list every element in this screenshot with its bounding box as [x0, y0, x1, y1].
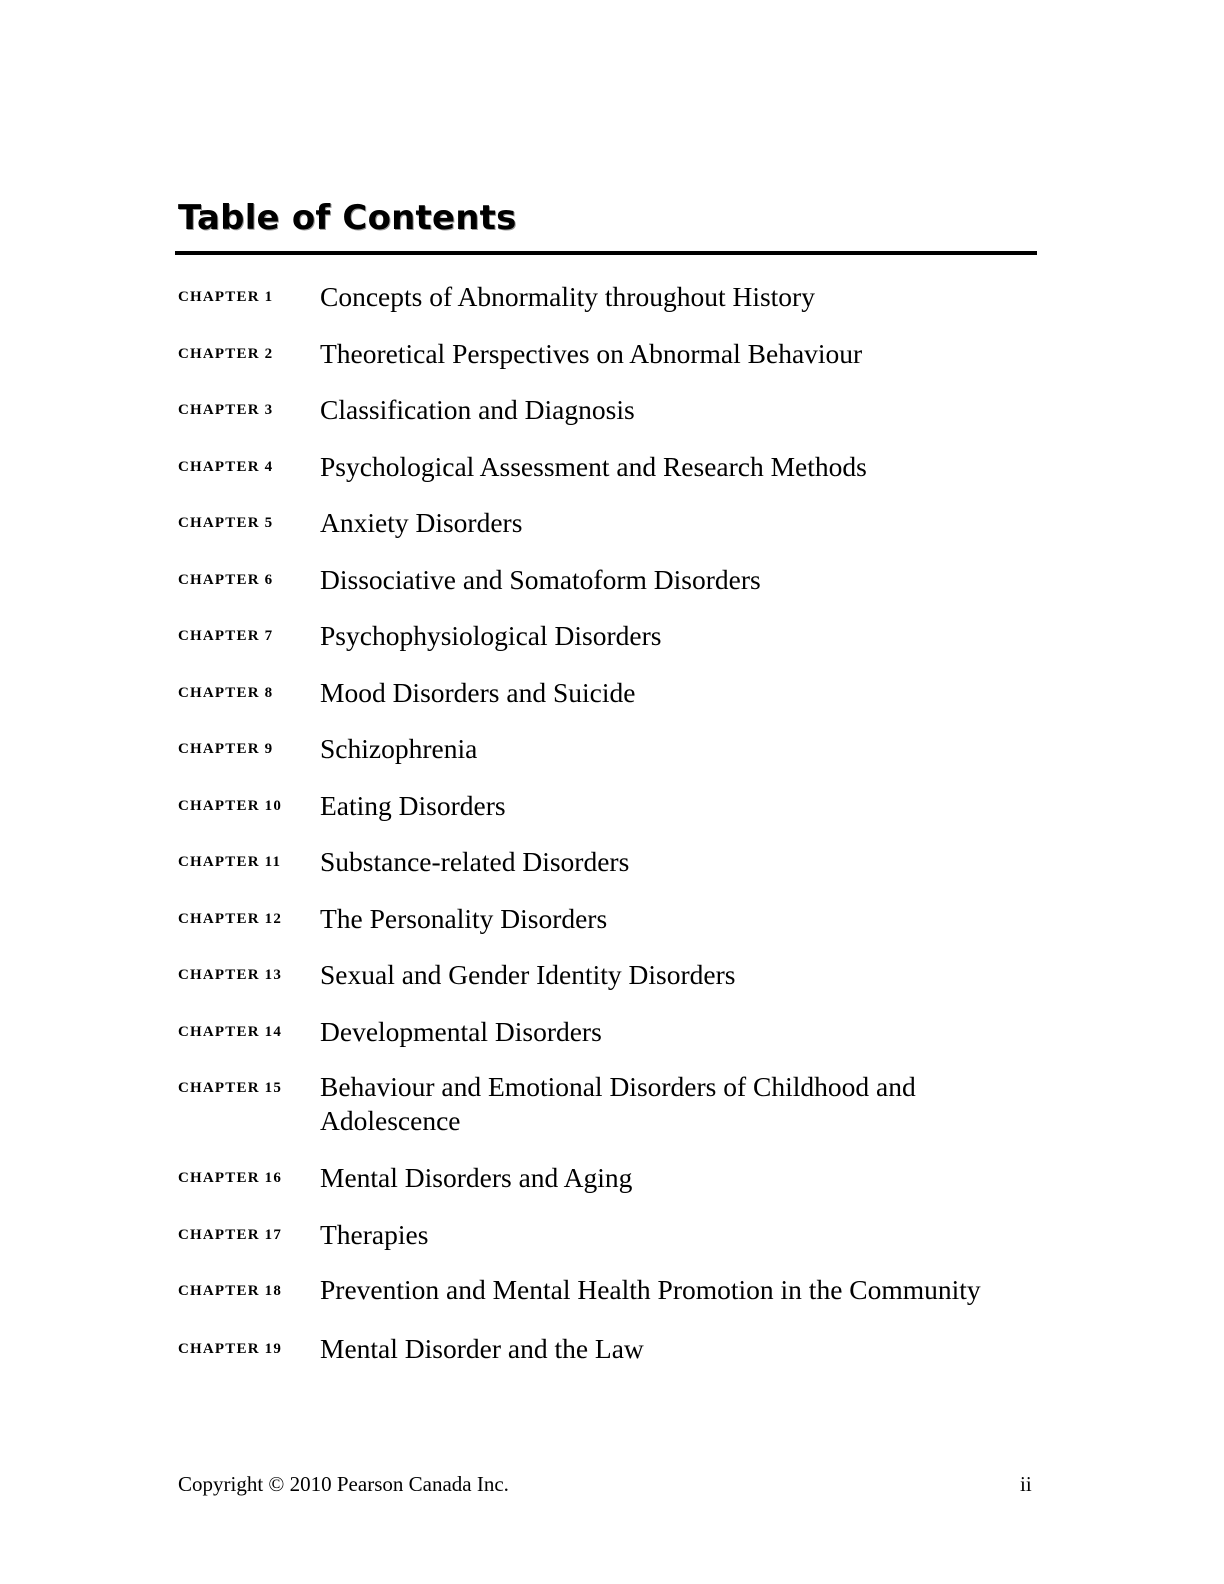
chapter-title[interactable]: Substance-related Disorders — [320, 846, 630, 877]
chapter-title[interactable]: Mental Disorder and the Law — [320, 1333, 644, 1364]
chapter-label: CHAPTER 19 — [178, 1341, 283, 1357]
chapter-title[interactable]: Schizophrenia — [320, 733, 478, 764]
chapter-label: CHAPTER 6 — [178, 571, 274, 588]
chapter-title[interactable]: Sexual and Gender Identity Disorders — [320, 959, 736, 990]
toc-entry[interactable] — [178, 449, 1038, 485]
chapter-title[interactable]: Classification and Diagnosis — [320, 394, 635, 425]
chapter-label: CHAPTER 8 — [178, 684, 274, 701]
toc-entry[interactable] — [178, 1014, 1038, 1050]
chapter-title[interactable]: Mood Disorders and Suicide — [320, 676, 636, 708]
chapter-title[interactable]: Prevention and Mental Health Promotion in the Community — [320, 1274, 981, 1305]
toc-entry[interactable] — [178, 844, 1038, 880]
chapter-label: CHAPTER 3 — [178, 402, 274, 418]
chapter-title[interactable]: Dissociative and Somatoform Disorders — [320, 563, 761, 595]
toc-entry[interactable] — [178, 505, 1038, 541]
page-title: Table of Contents — [178, 198, 517, 238]
toc-entry[interactable] — [178, 675, 1038, 711]
chapter-title[interactable]: Eating Disorders — [320, 789, 506, 821]
toc-entry[interactable] — [178, 279, 1038, 315]
chapter-title[interactable]: Theoretical Perspectives on Abnormal Behaviour — [320, 337, 863, 369]
chapter-label: CHAPTER 10 — [178, 797, 283, 814]
toc-entry[interactable] — [178, 618, 1038, 654]
chapter-title[interactable]: Psychological Assessment and Research Methods — [320, 450, 867, 482]
toc-entry[interactable] — [178, 392, 1038, 428]
chapter-label: CHAPTER 12 — [178, 910, 283, 927]
chapter-label: CHAPTER 9 — [178, 741, 274, 757]
table-of-contents — [178, 279, 1038, 1388]
toc-entry[interactable] — [178, 957, 1038, 993]
toc-entry[interactable] — [178, 1070, 1038, 1138]
chapter-label: CHAPTER 2 — [178, 345, 274, 362]
chapter-title[interactable]: Psychophysiological Disorders — [320, 620, 662, 651]
chapter-label: CHAPTER 17 — [178, 1226, 283, 1243]
footer-copyright: Copyright © 2010 Pearson Canada Inc. — [178, 1472, 509, 1496]
chapter-label: CHAPTER 16 — [178, 1170, 283, 1186]
page-number: ii — [1020, 1472, 1032, 1496]
toc-entry[interactable] — [178, 731, 1038, 767]
chapter-title[interactable]: Concepts of Abnormality throughout History — [320, 281, 815, 312]
toc-entry[interactable] — [178, 1217, 1038, 1253]
toc-entry[interactable] — [178, 1160, 1038, 1196]
chapter-title[interactable]: Therapies — [320, 1218, 429, 1250]
toc-entry[interactable] — [178, 336, 1038, 372]
chapter-label: CHAPTER 15 — [178, 1080, 283, 1096]
chapter-title[interactable]: Developmental Disorders — [320, 1015, 602, 1047]
toc-entry[interactable] — [178, 1273, 1038, 1309]
chapter-label: CHAPTER 4 — [178, 458, 274, 475]
chapter-label: CHAPTER 18 — [178, 1283, 283, 1299]
chapter-label: CHAPTER 5 — [178, 515, 274, 531]
chapter-title[interactable]: Mental Disorders and Aging — [320, 1162, 633, 1193]
title-divider — [175, 251, 1037, 255]
chapter-label: CHAPTER 13 — [178, 967, 283, 983]
chapter-title[interactable]: The Personality Disorders — [320, 902, 608, 934]
toc-entry[interactable] — [178, 788, 1038, 824]
chapter-label: CHAPTER 14 — [178, 1023, 283, 1040]
chapter-label: CHAPTER 11 — [178, 854, 282, 870]
toc-entry[interactable] — [178, 901, 1038, 937]
chapter-label: CHAPTER 1 — [178, 289, 274, 305]
toc-entry[interactable] — [178, 562, 1038, 598]
chapter-title[interactable]: Behaviour and Emotional Disorders of Childhood and Adolescence — [320, 1071, 916, 1136]
chapter-label: CHAPTER 7 — [178, 628, 274, 644]
toc-entry[interactable] — [178, 1331, 1038, 1367]
chapter-title[interactable]: Anxiety Disorders — [320, 507, 523, 538]
